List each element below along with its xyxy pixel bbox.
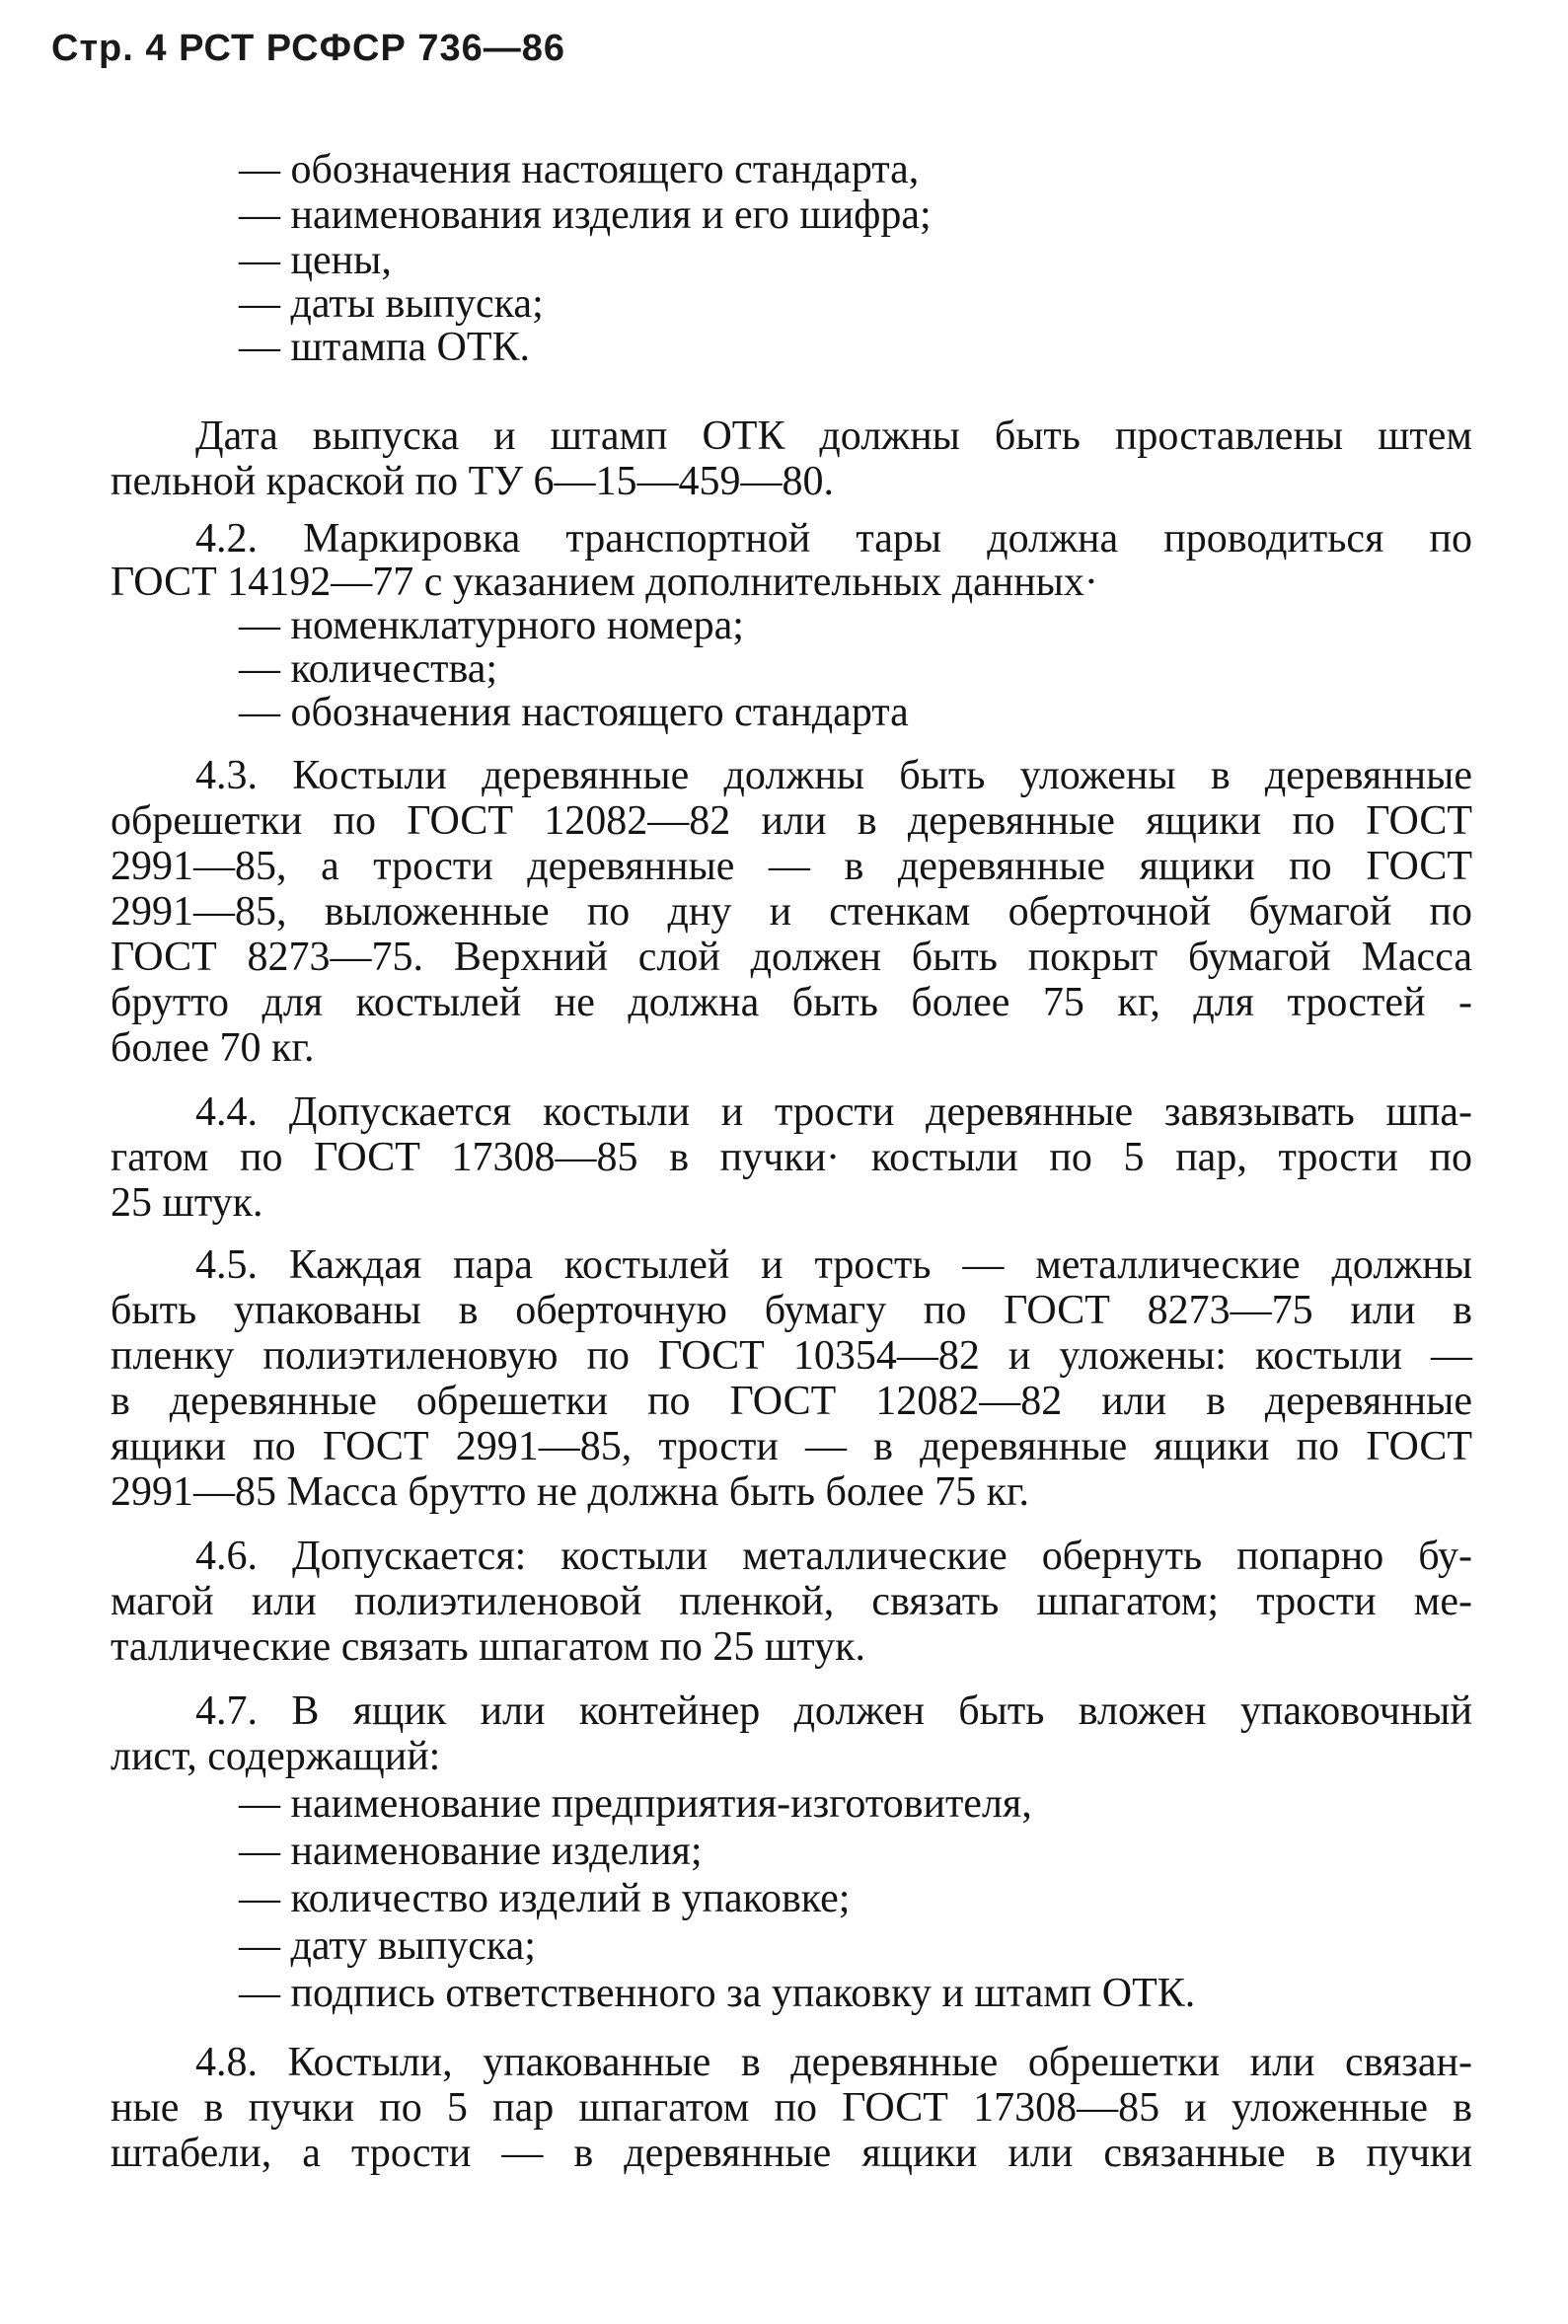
bullet-line: — даты выпуска; [239,281,544,327]
paragraph-line: лист, содержащий: [111,1734,441,1779]
section-heading-line: 4.6. Допускается: костыли металлические обернуть попарно бу- [195,1534,1472,1579]
bullet-line: — обозначения настоящего стандарта [239,690,909,735]
bullet-line: — обозначения настоящего стандарта, [239,147,920,192]
paragraph-line: ящики по ГОСТ 2991—85, трости — в деревянные ящики по ГОСТ [111,1424,1472,1469]
bullet-line: — цены, [239,238,392,283]
section-heading-line: 4.3. Костыли деревянные должны быть уложены в деревянные [195,753,1472,798]
bullet-line: — дату выпуска; [239,1923,536,1969]
paragraph-line: магой или полиэтиленовой пленкой, связать шпагатом; трости ме- [111,1579,1472,1624]
paragraph-line: таллические связать шпагатом по 25 штук. [111,1624,865,1670]
section-heading-line: 4.8. Костыли, упакованные в деревянные обрешетки или связан- [195,2040,1472,2085]
section-heading-line: 4.4. Допускается костыли и трости деревянные завязывать шпа- [195,1089,1472,1135]
bullet-line: — подпись ответственного за упаковку и штамп ОТК. [239,1971,1196,2016]
paragraph-line: обрешетки по ГОСТ 12082—82 или в деревянные ящики по ГОСТ [111,798,1472,844]
bullet-line: — количества; [239,646,498,692]
paragraph-line: Дата выпуска и штамп ОТК должны быть проставлены штем [195,413,1472,459]
paragraph-line: 25 штук. [111,1180,263,1226]
paragraph-line: ные в пучки по 5 пар шпагатом по ГОСТ 17308—85 и уложенные в [111,2085,1472,2131]
bullet-line: — наименование изделия; [239,1829,703,1874]
page-header: Стр. 4 РСТ РСФСР 736—86 [51,28,566,69]
paragraph-line: пельной краской по ТУ 6—15—459—80. [111,459,834,504]
paragraph-line: пленку полиэтиленовую по ГОСТ 10354—82 и уложены: костыли — [111,1333,1472,1379]
paragraph-line: ГОСТ 8273—75. Верхний слой должен быть покрыт бумагой Масса [111,935,1472,980]
paragraph-line: более 70 кг. [111,1025,315,1071]
section-heading-line: 4.7. В ящик или контейнер должен быть вложен упаковочный [195,1688,1472,1734]
paragraph-line: в деревянные обрешетки по ГОСТ 12082—82 или в деревянные [111,1379,1472,1424]
bullet-line: — количество изделий в упаковке; [239,1876,851,1921]
paragraph-line: быть упакованы в оберточную бумагу по ГОСТ 8273—75 или в [111,1288,1472,1333]
paragraph-line: 2991—85 Масса брутто не должна быть более 75 кг. [111,1469,1029,1515]
paragraph-line: 2991—85, выложенные по дну и стенкам оберточной бумагой по [111,889,1472,935]
bullet-line: — наименования изделия и его шифра; [239,192,932,238]
section-heading-line: 4.5. Каждая пара костылей и трость — металлические должны [195,1242,1472,1288]
bullet-line: — штампа ОТК. [239,325,531,370]
bullet-line: — номенклатурного номера; [239,603,744,648]
section-heading-line: 4.2. Маркировка транспортной тары должна проводиться по [195,516,1472,562]
paragraph-line: штабели, а трости — в деревянные ящики или связанные в пучки [111,2131,1472,2176]
paragraph-line: гатом по ГОСТ 17308—85 в пучки· костыли по 5 пар, трости по [111,1135,1472,1180]
paragraph-line: ГОСТ 14192—77 с указанием дополнительных данных· [111,560,1098,605]
bullet-line: — наименование предприятия-изготовителя, [239,1781,1032,1827]
paragraph-line: 2991—85, а трости деревянные — в деревянные ящики по ГОСТ [111,844,1472,889]
paragraph-line: брутто для костылей не должна быть более 75 кг, для тростей - [111,980,1472,1025]
